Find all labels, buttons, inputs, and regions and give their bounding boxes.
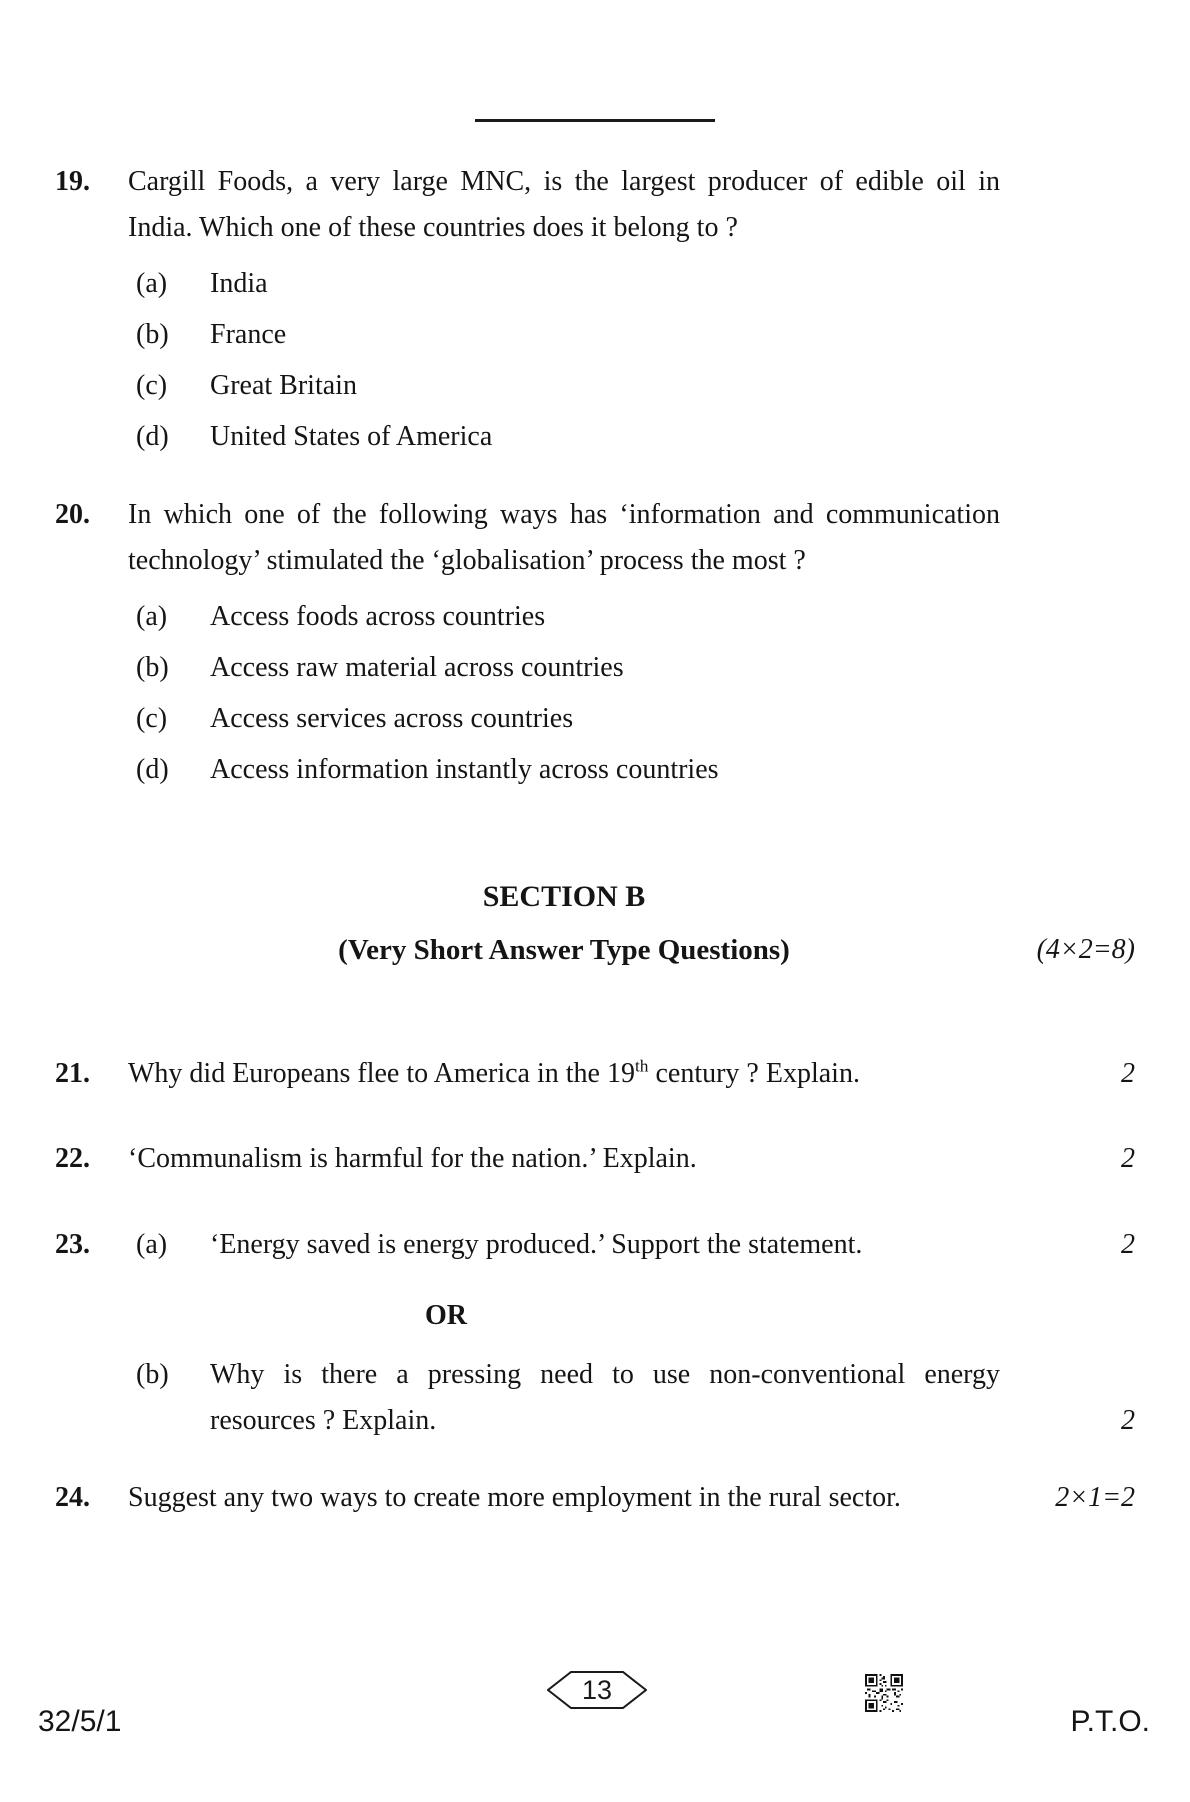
option-label: (c) [136,370,168,401]
section-subtitle-row [55,927,1135,973]
part-text: Why is there a pressing need to use non-conventional energy resources ? Explain. [210,1359,1000,1436]
question-number: 20. [55,499,90,530]
question-text: ‘Communalism is harmful for the nation.’ Explain. [128,1143,697,1174]
page-footer [0,1659,1190,1759]
question-text: Suggest any two ways to create more employment in the rural sector. [128,1482,901,1513]
question-23 [55,1222,1135,1268]
superscript-ordinal: th [634,1056,649,1076]
paper-code: 32/5/1 [38,1705,122,1738]
question-20 [55,492,1135,584]
option-text: Great Britain [210,370,357,401]
option-row [55,594,1135,640]
option-text: Access services across countries [210,703,574,734]
option-label: (d) [136,421,169,452]
qr-code-icon [865,1674,903,1712]
part-label: (a) [136,1229,168,1260]
pto-label: P.T.O. [1070,1705,1150,1738]
section-marks-note: (4×2=8) [1036,934,1135,965]
question-19 [55,159,1135,251]
option-label: (b) [136,652,169,683]
marks-value: 2 [1121,1058,1135,1089]
option-text: Access foods across countries [210,601,546,632]
option-text: India [210,268,268,299]
option-row [55,747,1135,793]
question-text [128,1051,1000,1097]
option-label: (a) [136,268,168,299]
question-number: 22. [55,1143,90,1174]
option-row [55,261,1135,307]
option-label: (c) [136,703,168,734]
part-text: ‘Energy saved is energy produced.’ Support the statement. [210,1229,863,1260]
option-row [55,696,1135,742]
section-subtitle: (Very Short Answer Type Questions) [338,934,790,966]
marks-value: 2 [1121,1143,1135,1174]
option-label: (b) [136,319,169,350]
marks-value: 2 [1121,1405,1135,1436]
top-divider-rule [475,119,715,122]
option-text: France [210,319,287,350]
marks-value: 2 [1121,1229,1135,1260]
question-text: Cargill Foods, a very large MNC, is the largest producer of edible oil in India. Which one of these countries does it belong to ? [128,166,1000,243]
option-label: (d) [136,754,169,785]
option-row [55,312,1135,358]
option-row [55,414,1135,460]
page-number-badge [547,1671,647,1709]
marks-value: 2×1=2 [1055,1482,1135,1513]
option-label: (a) [136,601,168,632]
question-21 [55,1051,1135,1097]
option-text: Access information instantly across countries [210,754,719,785]
question-text: In which one of the following ways has ‘information and communication technology’ stimulated the ‘globalisation’ process the most ? [128,499,1000,576]
option-row [55,363,1135,409]
exam-paper-page [0,119,1190,1802]
question-paper-body [0,159,1190,1521]
page-number: 13 [581,1675,613,1705]
question-text-pre: Why did Europeans flee to America in the 19 [128,1058,635,1089]
question-number: 24. [55,1482,90,1513]
question-22 [55,1136,1135,1182]
option-row [55,645,1135,691]
section-title: SECTION B [482,880,646,913]
option-text: Access raw material across countries [210,652,624,683]
question-number: 21. [55,1058,90,1089]
question-number: 23. [55,1229,90,1260]
part-label: (b) [136,1359,169,1390]
or-separator: OR [425,1300,467,1331]
question-number: 19. [55,166,90,197]
question-24 [55,1475,1135,1521]
option-text: United States of America [210,421,493,452]
question-text-post: century ? Explain. [648,1058,860,1089]
question-23-part-b [55,1352,1135,1444]
